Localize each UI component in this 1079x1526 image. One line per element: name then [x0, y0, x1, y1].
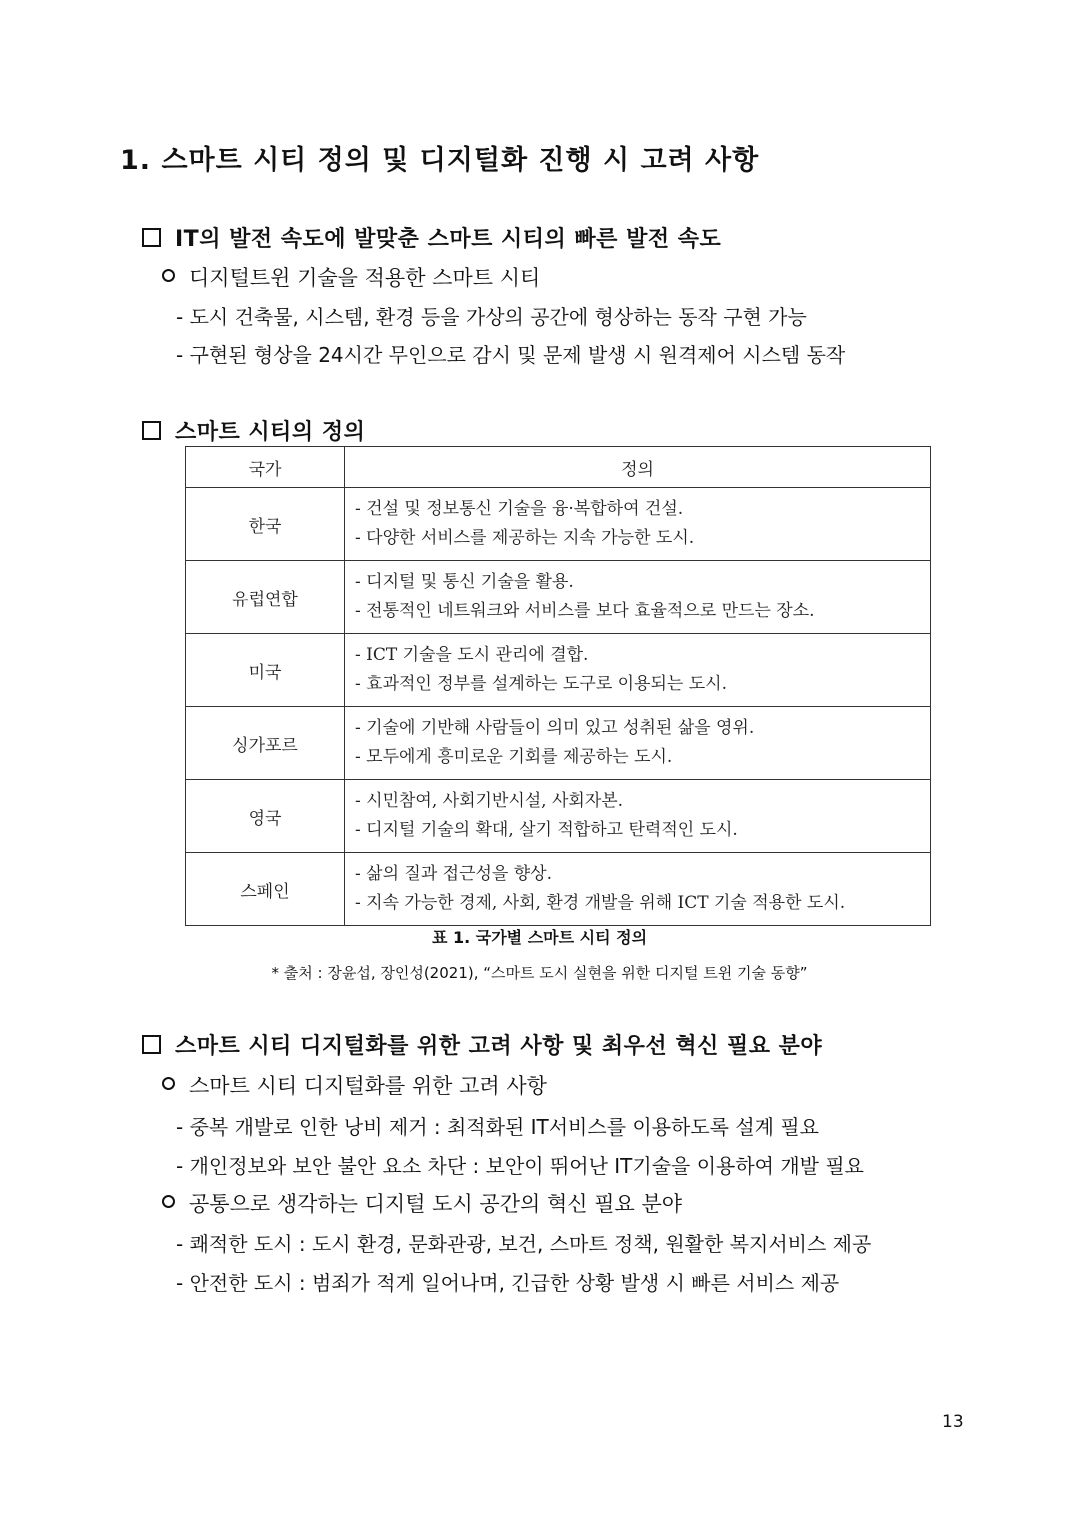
section3-item	[176, 1267, 839, 1296]
section3-bullet-text: 공통으로 생각하는 디지털 도시 공간의 혁신 필요 분야	[189, 1192, 683, 1216]
table-header-row	[186, 447, 931, 488]
section3-bullet	[162, 1188, 682, 1218]
section3-item	[176, 1228, 871, 1257]
definition-cell	[345, 853, 931, 926]
section3-item	[176, 1111, 819, 1140]
dash-marker: -	[176, 1154, 190, 1178]
section2-heading	[142, 415, 365, 446]
country-cell: 싱가포르	[186, 707, 345, 780]
table-row	[186, 853, 931, 926]
section1-heading-text: IT의 발전 속도에 발맞춘 스마트 시티의 빠른 발전 속도	[175, 227, 722, 252]
section2-heading-text: 스마트 시티의 정의	[175, 420, 366, 445]
definition-line: - 다양한 서비스를 제공하는 지속 가능한 도시.	[355, 528, 695, 548]
table-row	[186, 634, 931, 707]
definition-line: - 삶의 질과 접근성을 향상.	[355, 864, 552, 884]
definition-cell	[345, 488, 931, 561]
dash-marker: -	[176, 1271, 190, 1295]
table-caption: 표 1. 국가별 스마트 시티 정의	[431, 928, 648, 947]
section1-heading	[142, 222, 721, 253]
section3-item-text: 안전한 도시 : 범죄가 적게 일어나며, 긴급한 상황 발생 시 빠른 서비스 제공	[189, 1271, 840, 1295]
section3-heading-text: 스마트 시티 디지털화를 위한 고려 사항 및 최우선 혁신 필요 분야	[175, 1034, 823, 1059]
definition-line: - 지속 가능한 경제, 사회, 환경 개발을 위해 ICT 기술 적용한 도시.	[355, 893, 846, 913]
circle-bullet-icon	[162, 1077, 175, 1090]
dash-marker: -	[176, 1232, 190, 1256]
checkbox-square-icon	[142, 1035, 161, 1054]
table-source: * 출처 : 장윤섭, 장인성(2021), “스마트 도시 실현을 위한 디지털 트윈 기술 동향”	[271, 964, 808, 982]
definition-cell	[345, 561, 931, 634]
section3-bullet	[162, 1070, 547, 1100]
dash-marker: -	[176, 1115, 190, 1139]
country-cell: 미국	[186, 634, 345, 707]
definition-line: - 건설 및 정보통신 기술을 융·복합하여 건설.	[355, 499, 684, 519]
section3-bullet-text: 스마트 시티 디지털화를 위한 고려 사항	[189, 1074, 547, 1098]
section3-item	[176, 1150, 864, 1179]
section1-item-text: 구현된 형상을 24시간 무인으로 감시 및 문제 발생 시 원격제어 시스템 동작	[189, 343, 846, 367]
table-row	[186, 707, 931, 780]
definition-cell	[345, 634, 931, 707]
definition-line: - 시민참여, 사회기반시설, 사회자본.	[355, 791, 624, 811]
country-cell: 영국	[186, 780, 345, 853]
definition-line: - 전통적인 네트워크와 서비스를 보다 효율적으로 만드는 장소.	[355, 601, 815, 621]
definition-line: - ICT 기술을 도시 관리에 결합.	[355, 645, 589, 665]
dash-marker: -	[176, 343, 190, 367]
section1-bullet	[162, 262, 540, 292]
circle-bullet-icon	[162, 269, 175, 282]
table-row	[186, 488, 931, 561]
section1-bullet-text: 디지털트윈 기술을 적용한 스마트 시티	[189, 266, 541, 290]
table-row	[186, 780, 931, 853]
definition-line: - 기술에 기반해 사람들이 의미 있고 성취된 삶을 영위.	[355, 718, 755, 738]
checkbox-square-icon	[142, 228, 161, 247]
section1-item-text: 도시 건축물, 시스템, 환경 등을 가상의 공간에 형상하는 동작 구현 가능	[189, 305, 807, 329]
definition-line: - 모두에게 흥미로운 기회를 제공하는 도시.	[355, 747, 673, 767]
section1-item	[176, 339, 845, 368]
page-title: 1. 스마트 시티 정의 및 디지털화 진행 시 고려 사항	[120, 145, 760, 176]
section1-item	[176, 301, 807, 330]
country-cell: 스페인	[186, 853, 345, 926]
country-cell: 한국	[186, 488, 345, 561]
section3-heading	[142, 1029, 822, 1060]
column-header-definition: 정의	[345, 447, 931, 488]
section3-item-text: 개인정보와 보안 불안 요소 차단 : 보안이 뛰어난 IT기술을 이용하여 개발 필요	[189, 1154, 864, 1178]
definition-line: - 디지털 및 통신 기술을 활용.	[355, 572, 574, 592]
definition-cell	[345, 707, 931, 780]
column-header-country: 국가	[186, 447, 345, 488]
section3-item-text: 쾌적한 도시 : 도시 환경, 문화관광, 보건, 스마트 정책, 원활한 복지서비스 제공	[189, 1232, 872, 1256]
definition-cell	[345, 780, 931, 853]
definition-table	[185, 446, 931, 926]
page-number: 13	[942, 1412, 964, 1432]
definition-line: - 효과적인 정부를 설계하는 도구로 이용되는 도시.	[355, 674, 728, 694]
dash-marker: -	[176, 305, 190, 329]
section3-item-text: 중복 개발로 인한 낭비 제거 : 최적화된 IT서비스를 이용하도록 설계 필요	[189, 1115, 819, 1139]
checkbox-square-icon	[142, 421, 161, 440]
definition-line: - 디지털 기술의 확대, 살기 적합하고 탄력적인 도시.	[355, 820, 738, 840]
table-row	[186, 561, 931, 634]
circle-bullet-icon	[162, 1195, 175, 1208]
country-cell: 유럽연합	[186, 561, 345, 634]
